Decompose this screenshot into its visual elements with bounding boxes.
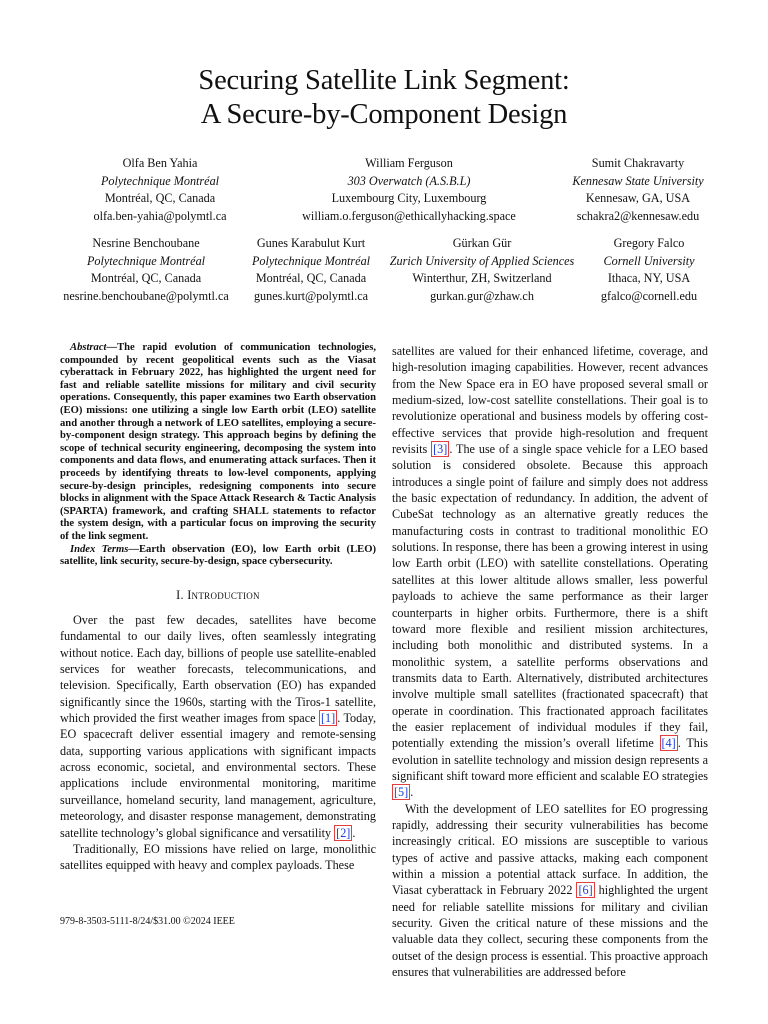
- author-location: Ithaca, NY, USA: [607, 271, 691, 285]
- copyright-footer: 979-8-3503-5111-8/24/$31.00 ©2024 IEEE: [60, 916, 235, 927]
- author-location: Montréal, QC, Canada: [255, 271, 367, 285]
- author-name: Gunes Karabulut Kurt: [256, 236, 366, 250]
- author-block: [558, 155, 718, 225]
- author-email: olfa.ben-yahia@polymtl.ca: [93, 208, 227, 223]
- left-column: [60, 342, 376, 874]
- author-email: gurkan.gur@zhaw.ch: [430, 288, 534, 303]
- author-affiliation: 303 Overwatch (A.S.B.L): [347, 173, 471, 188]
- author-email: gfalco@cornell.edu: [600, 288, 698, 303]
- section-heading: [60, 587, 376, 603]
- author-location: Kennesaw, GA, USA: [585, 191, 691, 205]
- paragraph-text: With the development of LEO satellites for EO progressing rapidly, addressing their security vulnerabilities has become increasingly critical. EO missions are susceptible to various types of active and passive attacks, making each component within a mission a potential attack surface. In addition, the Viasat cyberattack in February 2022: [392, 801, 708, 898]
- author-email: gunes.kurt@polymtl.ca: [253, 288, 369, 303]
- paragraph-text: highlighted the urgent need for reliable satellite missions for military and civilian security. Given the critical nature of these missions and the valuable data they collect, securing these components from the outset of the design process is essential. This proactive approach ensures that vulnerabilities are addressed before: [392, 883, 708, 980]
- paragraph-text: .: [410, 785, 414, 800]
- abstract: [60, 342, 376, 544]
- right-column: [392, 343, 708, 980]
- author-name: Gregory Falco: [613, 236, 685, 250]
- citation-link[interactable]: [5]: [394, 785, 409, 800]
- author-name: Olfa Ben Yahia: [122, 156, 198, 170]
- paragraph-text: . Today, EO spacecraft deliver essential imagery and remote-sensing data, supporting various applications with significant impacts across economic, societal, and environmental sectors. These applications include environmental monitoring, maritime surveillance, homeland security, land management, agriculture, meteorology, and disaster response management, demonstrating satellite technology’s global significance and versatility: [60, 711, 376, 840]
- citation-link[interactable]: [2]: [336, 825, 351, 840]
- author-email: william.o.ferguson@ethicallyhacking.space: [302, 208, 516, 223]
- author-email: nesrine.benchoubane@polymtl.ca: [63, 288, 229, 303]
- section-title: Introduction: [187, 587, 260, 602]
- citation-link[interactable]: [1]: [320, 711, 336, 726]
- paragraph-text: satellites are valued for their enhanced lifetime, coverage, and high-resolution imaging capabilities. However, recent advances from the New Space era in EO have proposed several small or medium-sized, low-cost satellite constellations. Their goal is to revolutionize operational and business models by offering cost-effective services that provide high-resolution and frequent revisits: [392, 344, 708, 457]
- author-block: [56, 235, 236, 305]
- author-name: Sumit Chakravarty: [591, 156, 685, 170]
- abstract-label: Abstract: [70, 342, 107, 353]
- author-affiliation: Kennesaw State University: [572, 173, 704, 188]
- section-numeral: I.: [176, 587, 184, 602]
- intro-paragraph-2: Traditionally, EO missions have relied on large, monolithic satellites equipped with heavy and complex payloads. These: [60, 841, 376, 873]
- author-name: Nesrine Benchoubane: [92, 236, 200, 250]
- author-location: Winterthur, ZH, Switzerland: [412, 271, 552, 285]
- author-location: Luxembourg City, Luxembourg: [331, 191, 487, 205]
- author-email: schakra2@kennesaw.edu: [576, 208, 700, 223]
- index-terms-text: —Earth observation (EO), low Earth orbit (LEO) satellite, link security, secure-by-design, space cybersecurity.: [60, 543, 376, 568]
- paragraph-text: . The use of a single space vehicle for a LEO based solution is considered obsolete. Because this approach introduces a single point of failure and simply does not address the basic expectation of redundancy. In addition, the advent of CubeSat technology as an alternative greatly reduces the manufacturing costs in contrast to traditional monolithic EO solutions. In response, there has been a growing interest in using low Earth orbit (LEO) with satellite constellations. Operating satellites at this lower altitude allows smaller, less powerful payloads to achieve the same performance as their larger counterparts in higher orbits. Furthermore, there is a shift toward more flexible and resilient mission architectures, including both monolithic and distributed systems. In a monolithic system, a satellite performs observations and transmits data to Earth. Alternatively, distributed architectures involve multiple small satellites (fractionated spacecraft) that operate in coordination. This fractionated approach facilitates the easier replacement of individual modules if they fail, potentially extending the mission’s overall lifetime: [392, 442, 708, 751]
- author-location: Montréal, QC, Canada: [104, 191, 216, 205]
- intro-paragraph-1: [60, 612, 376, 841]
- index-terms: [60, 544, 376, 569]
- author-affiliation: Cornell University: [603, 253, 695, 268]
- paper-title: [0, 64, 768, 132]
- paragraph-text: . This evolution in satellite technology and mission design represents a significant shift toward more efficient and scalable EO strategies: [392, 736, 708, 783]
- citation-link[interactable]: [3]: [433, 442, 448, 457]
- index-terms-label: Index Terms: [70, 543, 129, 555]
- author-block: [584, 235, 714, 305]
- author-name: Gürkan Gür: [452, 236, 512, 250]
- author-affiliation: Polytechnique Montréal: [100, 173, 220, 188]
- author-affiliation: Polytechnique Montréal: [251, 253, 371, 268]
- paragraph-text: .: [352, 825, 356, 840]
- citation-link[interactable]: [4]: [661, 736, 676, 751]
- author-block: [240, 235, 382, 305]
- intro-paragraph-4: [392, 801, 708, 981]
- title-line-2: A Secure-by-Component Design: [200, 99, 568, 130]
- author-affiliation: Polytechnique Montréal: [86, 253, 206, 268]
- author-affiliation: Zurich University of Applied Sciences: [389, 253, 575, 268]
- citation-link[interactable]: [6]: [578, 883, 593, 898]
- author-location: Montréal, QC, Canada: [90, 271, 202, 285]
- author-block: [284, 155, 534, 225]
- abstract-text: —The rapid evolution of communication technologies, compounded by recent geopolitical events such as the Viasat cyberattack in February 2022, has highlighted the urgent need for fast and reliable satellite missions for military and civil security operations. Consequently, this paper examines two Earth observation (EO) missions: one utilizing a single low Earth orbit (LEO) satellite and another through a network of LEO satellites, employing a secure-by-component design strategy. This approach begins by defining the scope of technical security engineering, decomposing the system into components and data flows, and enumerating attack surfaces. Then it proceeds by identifying threats to low-level components, applying secure-by-design principles, redesigning components into secure blocks in alignment with the Space Attack Research & Tactic Analysis (SPARTA) framework, and crafting SHALL statements to refactor the system design, with a particular focus on improving the security of the link segment.: [60, 342, 376, 542]
- paragraph-text: Over the past few decades, satellites have become fundamental to our daily lives, often seamlessly integrating without notice. Each day, billions of people use satellite-enabled services for weather forecasts, telecommunications, and television. Specifically, Earth observation (EO) has expanded significantly since the 1960s, starting with the Tiros-1 satellite, which provided the first weather images from space: [60, 613, 376, 726]
- title-line-1: Securing Satellite Link Segment:: [198, 65, 570, 96]
- author-block: [384, 235, 580, 305]
- intro-paragraph-3: [392, 343, 708, 801]
- author-name: William Ferguson: [365, 156, 453, 170]
- author-block: [60, 155, 260, 225]
